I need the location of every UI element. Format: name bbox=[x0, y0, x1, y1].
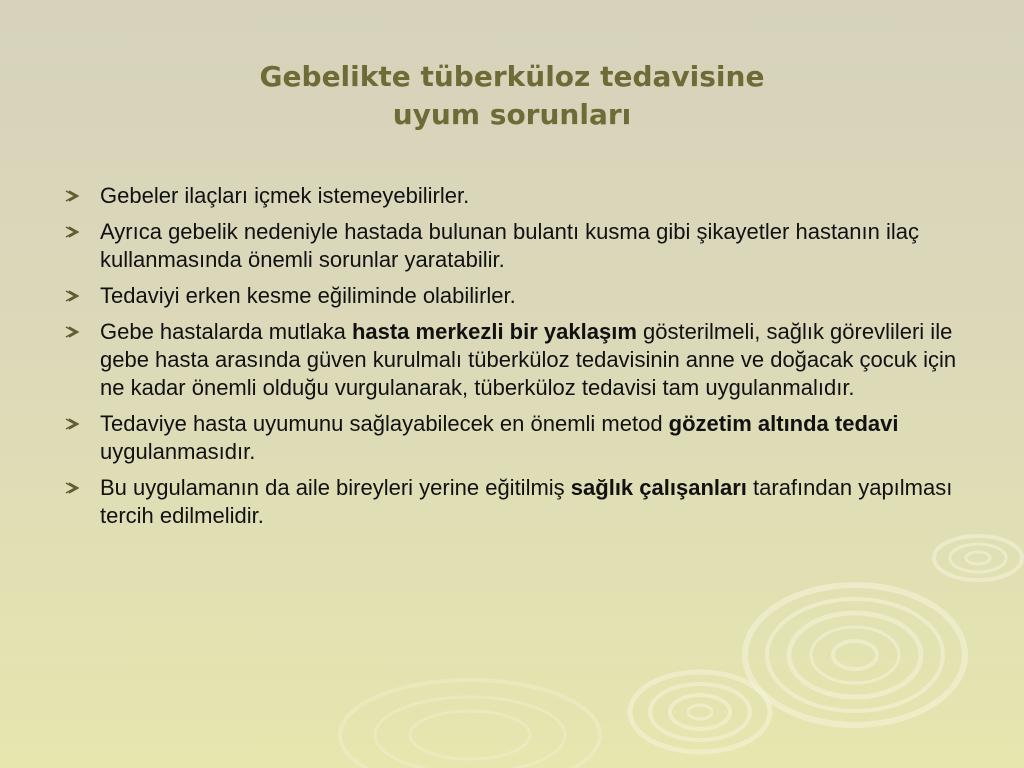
bullet-text: tarafından yapılması tercih edilmelidir. bbox=[100, 475, 953, 528]
bullet-text-bold: sağlık çalışanları bbox=[570, 475, 747, 500]
arrow-bullet-icon bbox=[62, 410, 82, 438]
slide-title-line: uyum sorunları bbox=[392, 98, 632, 131]
bullet-text: Gebe hastalarda mutlaka bbox=[100, 319, 352, 344]
bullet-item bbox=[62, 218, 962, 274]
slide-title-line: Gebelikte tüberküloz tedavisine bbox=[259, 60, 765, 93]
arrow-bullet-icon bbox=[62, 218, 82, 246]
bullet-item bbox=[62, 282, 962, 310]
bullet-list bbox=[62, 182, 962, 538]
bullet-item bbox=[62, 318, 962, 402]
bullet-item bbox=[62, 410, 962, 466]
bullet-text: Bu uygulamanın da aile bireyleri yerine eğitilmiş bbox=[100, 475, 571, 500]
arrow-bullet-icon bbox=[62, 318, 82, 346]
bullet-text: Ayrıca gebelik nedeniyle hastada bulunan bulantı kusma gibi şikayetler hastanın ilaç kullanmasında önemli sorunlar yaratabilir. bbox=[100, 219, 919, 272]
bullet-text: uygulanmasıdır. bbox=[100, 439, 256, 464]
bullet-text: gösterilmeli, sağlık görevlileri ile gebe hasta arasında güven kurulmalı tüberküloz tedavisinin anne ve doğacak çocuk için ne kadar önemli olduğu vurgulanarak, tüberküloz tedavisi tam uygulanmalıdır. bbox=[100, 319, 957, 400]
arrow-bullet-icon bbox=[62, 182, 82, 210]
arrow-bullet-icon bbox=[62, 282, 82, 310]
bullet-text-bold: hasta merkezli bir yaklaşım bbox=[351, 319, 637, 344]
bullet-item bbox=[62, 474, 962, 530]
bullet-text: Tedaviyi erken kesme eğiliminde olabilirler. bbox=[100, 283, 516, 308]
bullet-text-bold: gözetim altında tedavi bbox=[668, 411, 899, 436]
bullet-text: Gebeler ilaçları içmek istemeyebilirler. bbox=[100, 183, 470, 208]
bullet-item bbox=[62, 182, 962, 210]
slide-title bbox=[0, 58, 1024, 134]
bullet-text: Tedaviye hasta uyumunu sağlayabilecek en önemli metod bbox=[100, 411, 669, 436]
arrow-bullet-icon bbox=[62, 474, 82, 502]
